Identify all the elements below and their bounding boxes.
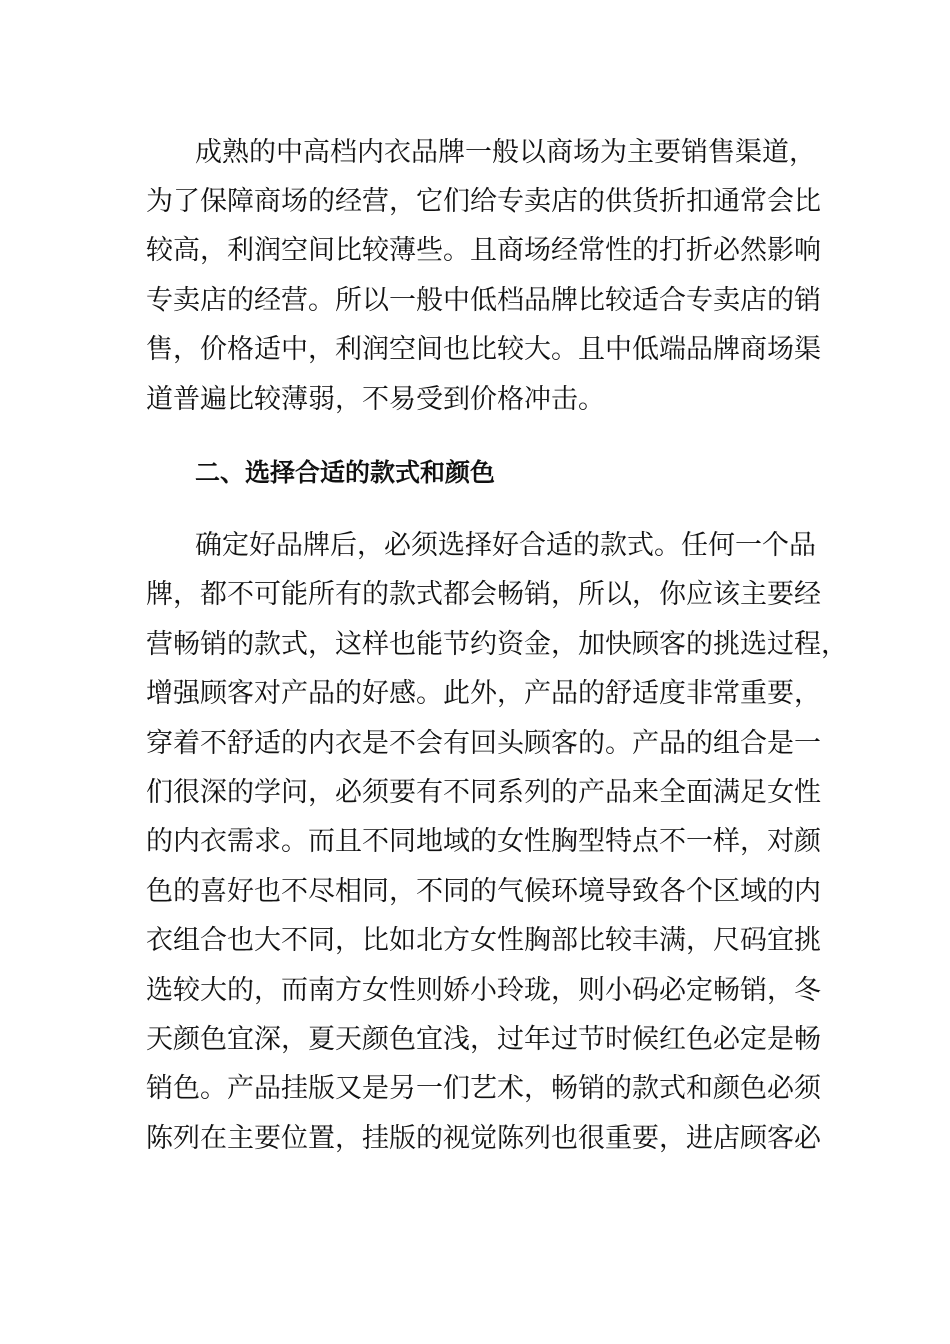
paragraph-2-line-9: 衣组合也大不同，比如北方女性胸部比较丰满，尺码宜挑 xyxy=(146,925,821,956)
paragraph-2-line-11: 天颜色宜深，夏天颜色宜浅，过年过节时候红色必定是畅 xyxy=(146,1024,821,1055)
paragraph-2-line-4: 增强顾客对产品的好感。此外，产品的舒适度非常重要， xyxy=(146,678,821,709)
paragraph-2-line-2: 牌，都不可能所有的款式都会畅销，所以，你应该主要经 xyxy=(146,579,821,610)
paragraph-2-line-10: 选较大的，而南方女性则娇小玲珑，则小码必定畅销，冬 xyxy=(146,975,821,1006)
paragraph-1-line-4: 专卖店的经营。所以一般中低档品牌比较适合专卖店的销 xyxy=(146,285,821,316)
paragraph-2-line-1: 确定好品牌后，必须选择好合适的款式。任何一个品 xyxy=(195,530,816,561)
paragraph-1-line-2: 为了保障商场的经营，它们给专卖店的供货折扣通常会比 xyxy=(146,186,821,217)
paragraph-2-line-6: 们很深的学问，必须要有不同系列的产品来全面满足女性 xyxy=(146,777,821,808)
paragraph-1-line-3: 较高，利润空间比较薄些。且商场经常性的打折必然影响 xyxy=(146,235,821,266)
paragraph-2-line-8: 色的喜好也不尽相同，不同的气候环境导致各个区域的内 xyxy=(146,876,821,907)
paragraph-2-line-5: 穿着不舒适的内衣是不会有回头顾客的。产品的组合是一 xyxy=(146,728,821,759)
paragraph-2-line-13: 陈列在主要位置，挂版的视觉陈列也很重要，进店顾客必 xyxy=(146,1123,821,1154)
paragraph-1-line-1: 成熟的中高档内衣品牌一般以商场为主要销售渠道， xyxy=(195,137,816,168)
paragraph-2-line-12: 销色。产品挂版又是另一们艺术，畅销的款式和颜色必须 xyxy=(146,1073,821,1104)
paragraph-1-line-5: 售，价格适中，利润空间也比较大。且中低端品牌商场渠 xyxy=(146,334,821,365)
paragraph-1-line-6: 道普遍比较薄弱，不易受到价格冲击。 xyxy=(146,384,605,415)
section-heading: 二、选择合适的款式和颜色 xyxy=(195,458,496,487)
paragraph-2-line-3: 营畅销的款式，这样也能节约资金，加快顾客的挑选过程， xyxy=(146,629,848,660)
paragraph-2-line-7: 的内衣需求。而且不同地域的女性胸型特点不一样，对颜 xyxy=(146,826,821,857)
